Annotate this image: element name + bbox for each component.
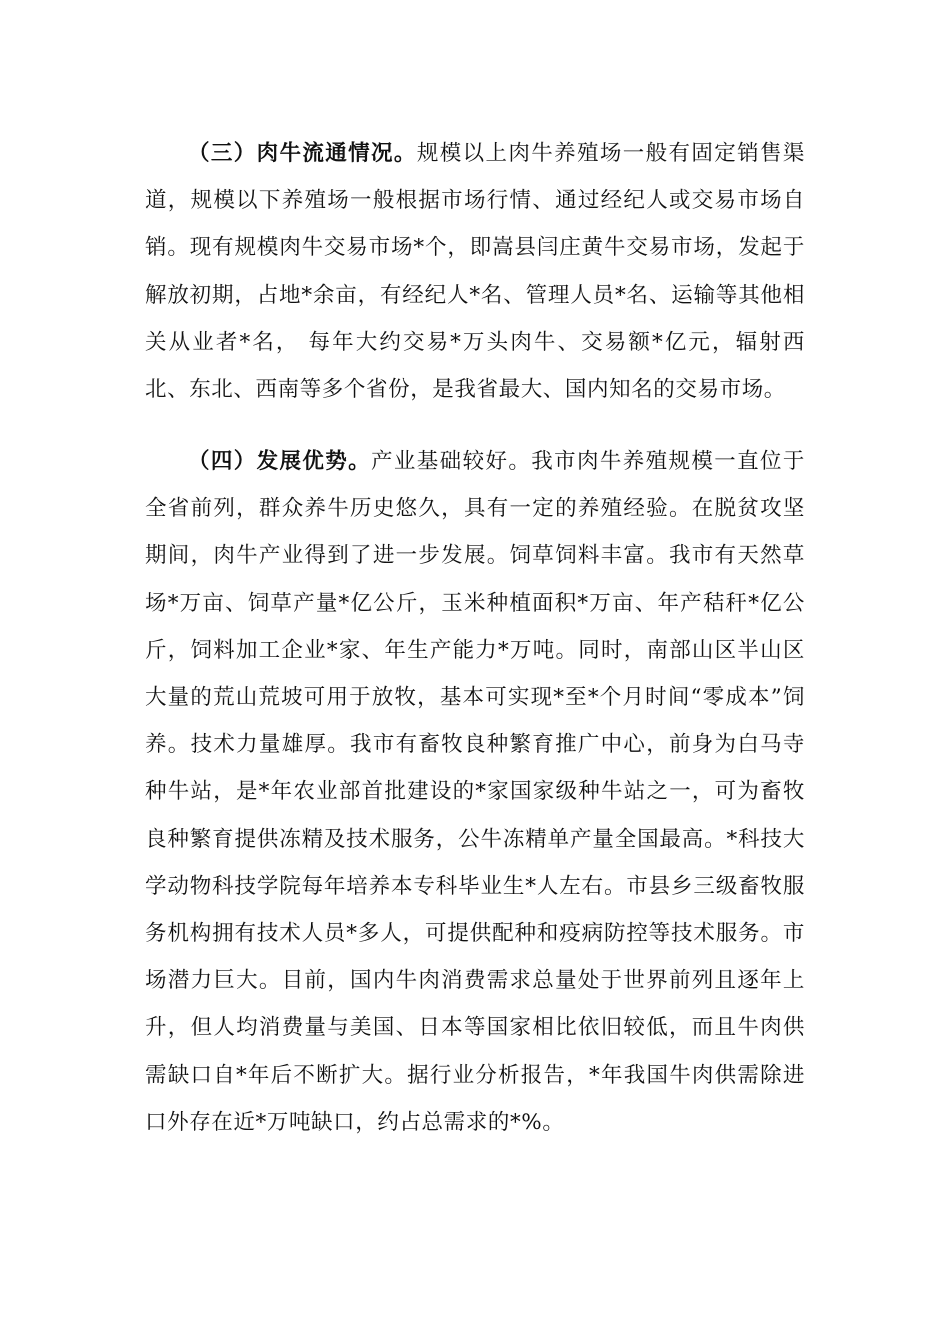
section-text: 产业基础较好。我市肉牛养殖规模一直位于全省前列，群众养牛历史悠久，具有一定的养殖经验。在脱贫攻坚期间，肉牛产业得到了进一步发展。饲草饲料丰富。我市有天然草场*万亩、饲草产量*亿公斤，玉米种植面积*万亩、年产秸秆*亿公斤，饲料加工企业*家、年生产能力*万吨。同时，南部山区半山区大量的荒山荒坡可用于放牧，基本可实现*至*个月时间“零成本”饲养。技术力量雄厚。我市有畜牧良种繁育推广中心，前身为白马寺种牛站，是*年农业部首批建设的*家国家级种牛站之一，可为畜牧良种繁育提供冻精及技术服务，公牛冻精单产量全国最高。*科技大学动物科技学院每年培养本专科毕业生*人左右。市县乡三级畜牧服务机构拥有技术人员*多人，可提供配种和疫病防控等技术服务。市场潜力巨大。目前，国内牛肉消费需求总量处于世界前列且逐年上升，但人均消费量与美国、日本等国家相比依旧较低，而且牛肉供需缺口自*年后不断扩大。据行业分析报告，*年我国牛肉供需除进口外存在近*万吨缺口，约占总需求的*%。 bbox=[145, 449, 805, 1135]
section-advantages bbox=[145, 438, 805, 1146]
paragraph bbox=[145, 130, 805, 413]
section-text: 规模以上肉牛养殖场一般有固定销售渠道，规模以下养殖场一般根据市场行情、通过经纪人或交易市场自销。现有规模肉牛交易市场*个，即嵩县闫庄黄牛交易市场，发起于解放初期，占地*余亩，有经纪人*名、管理人员*名、运输等其他相关从业者*名， 每年大约交易*万头肉牛、交易额*亿元，辐射西北、东北、西南等多个省份，是我省最大、国内知名的交易市场。 bbox=[145, 141, 805, 403]
section-heading: （四）发展优势。 bbox=[188, 449, 372, 474]
paragraph bbox=[145, 438, 805, 1146]
section-circulation bbox=[145, 130, 805, 413]
section-heading: （三）肉牛流通情况。 bbox=[188, 141, 417, 166]
